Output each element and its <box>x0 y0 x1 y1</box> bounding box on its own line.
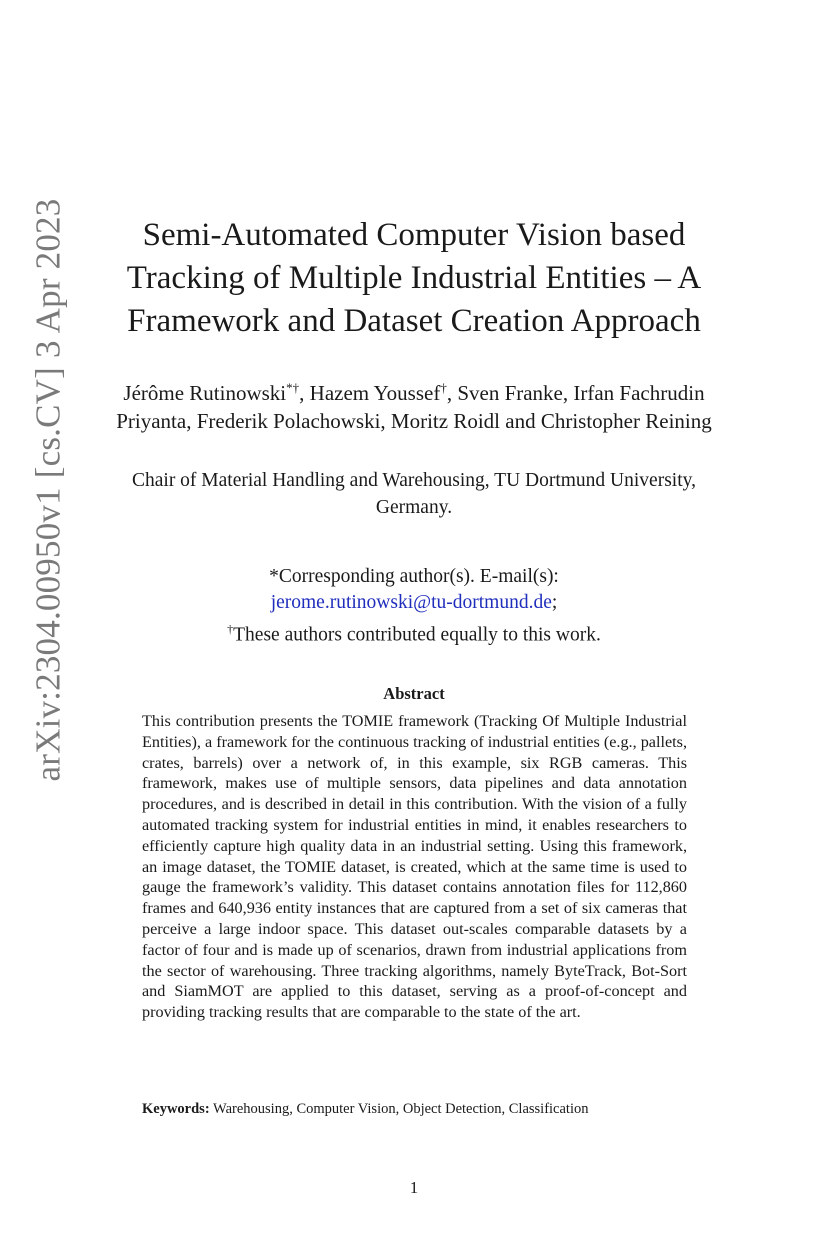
author-1-mark: *† <box>286 380 300 395</box>
author-list <box>110 374 718 435</box>
abstract-body: This contribution presents the TOMIE framework (Tracking Of Multiple Industrial Entities), a framework for the continuous tracking of industrial entities (e.g., pallets, crates, barrels) over a network of, in this example, six RGB cameras. This framework, makes use of multiple sensors, data pipelines and data annotation procedures, and is described in detail in this contribution. With the vision of a fully automated tracking system for industrial entities in mind, it enables researchers to efficiently capture high quality data in an industrial setting. Using this framework, an image dataset, the TOMIE dataset, is created, which at the same time is used to gauge the framework’s validity. This dataset contains annotation files for 112,860 frames and 640,936 entity instances that are captured from a set of six cameras that perceive a large indoor space. This dataset out-scales comparable datasets by a factor of four and is made up of scenarios, drawn from industrial applications from the sector of warehousing. Three tracking algorithms, namely ByteTrack, Bot-Sort and SiamMOT are applied to this dataset, serving as a proof-of-concept and providing tracking results that are comparable to the state of the art. <box>142 712 687 1022</box>
other-authors: , Sven Franke, Irfan Fachrudin Priyanta, Frederik Polachowski, Moritz Roidl and Christopher Reining <box>116 381 712 433</box>
equal-contribution-text: These authors contributed equally to this work. <box>233 624 601 646</box>
author-1: Jérôme Rutinowski <box>123 381 287 405</box>
author-2-mark: † <box>440 380 447 395</box>
corresponding-author-note <box>110 564 718 649</box>
arxiv-identifier: arXiv:2304.00950v1 [cs.CV] 3 Apr 2023 <box>28 198 67 782</box>
page-number: 1 <box>409 1178 419 1197</box>
keywords-label: Keywords: <box>142 1101 210 1117</box>
equal-contribution-mark: † <box>227 622 234 636</box>
arxiv-sidebar <box>26 170 70 810</box>
corresponding-email-link[interactable]: jerome.rutinowski@tu-dortmund.de <box>270 592 552 613</box>
abstract-heading: Abstract <box>383 684 445 703</box>
keywords-text: Warehousing, Computer Vision, Object Detection, Classification <box>213 1101 589 1117</box>
paper-title: Semi-Automated Computer Vision based Tracking of Multiple Industrial Entities – A Framework and Dataset Creation Approach <box>126 217 702 339</box>
affiliation: Chair of Material Handling and Warehousing, TU Dortmund University, Germany. <box>131 470 696 518</box>
corresponding-label: *Corresponding author(s). E-mail(s): <box>269 566 559 587</box>
keywords-line <box>142 1101 702 1118</box>
author-2: , Hazem Youssef <box>299 381 441 405</box>
email-suffix: ; <box>551 592 558 613</box>
